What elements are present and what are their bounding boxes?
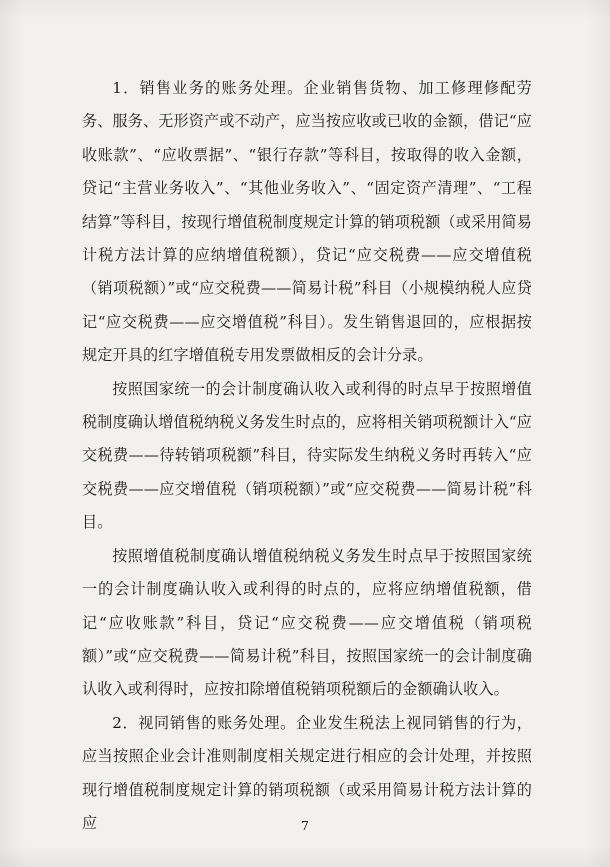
paragraph: 按照增值税制度确认增值税纳税义务发生时点早于按照国家统一的会计制度确认收入或利得的时点的，应将应纳增值税额，借记“应收账款”科目，贷记“应交税费——应交增值税（销项税额）”或“应交税费——简易计税”科目，按照国家统一的会计制度确认收入或利得时，应按扣除增值税销项税额后的金额确认收入。	[82, 546, 532, 699]
page-number: 7	[301, 818, 309, 833]
paragraph: 1．销售业务的账务处理。企业销售货物、加工修理修配劳务、服务、无形资产或不动产，应当按应收或已收的金额，借记“应收账款”、“应收票据”、“银行存款”等科目，按取得的收入金额，贷记“主营业务收入”、“其他业务收入”、“固定资产清理”、“工程结算”等科目，按现行增值税制度规定计算的销项税额（或采用简易计税方法计算的应纳增值税额），贷记“应交税费——应交增值税（销项税额）”或“应交税费——简易计税”科目（小规模纳税人应贷记“应交税费——应交增值税”科目）。发生销售退回的，应根据按规定开具的红字增值税专用发票做相反的会计分录。	[82, 79, 532, 365]
document-body	[82, 72, 532, 840]
paragraph: 2．视同销售的账务处理。企业发生税法上视同销售的行为，应当按照企业会计准则制度相关规定进行相应的会计处理，并按照现行增值税制度规定计算的销项税额（或采用简易计税方法计算的应	[82, 713, 532, 832]
paragraph: 按照国家统一的会计制度确认收入或利得的时点早于按照增值税制度确认增值税纳税义务发生时点的，应将相关销项税额计入“应交税费——待转销项税额”科目，待实际发生纳税义务时再转入“应交税费——应交增值税（销项税额）”或“应交税费——简易计税”科目。	[82, 379, 532, 532]
